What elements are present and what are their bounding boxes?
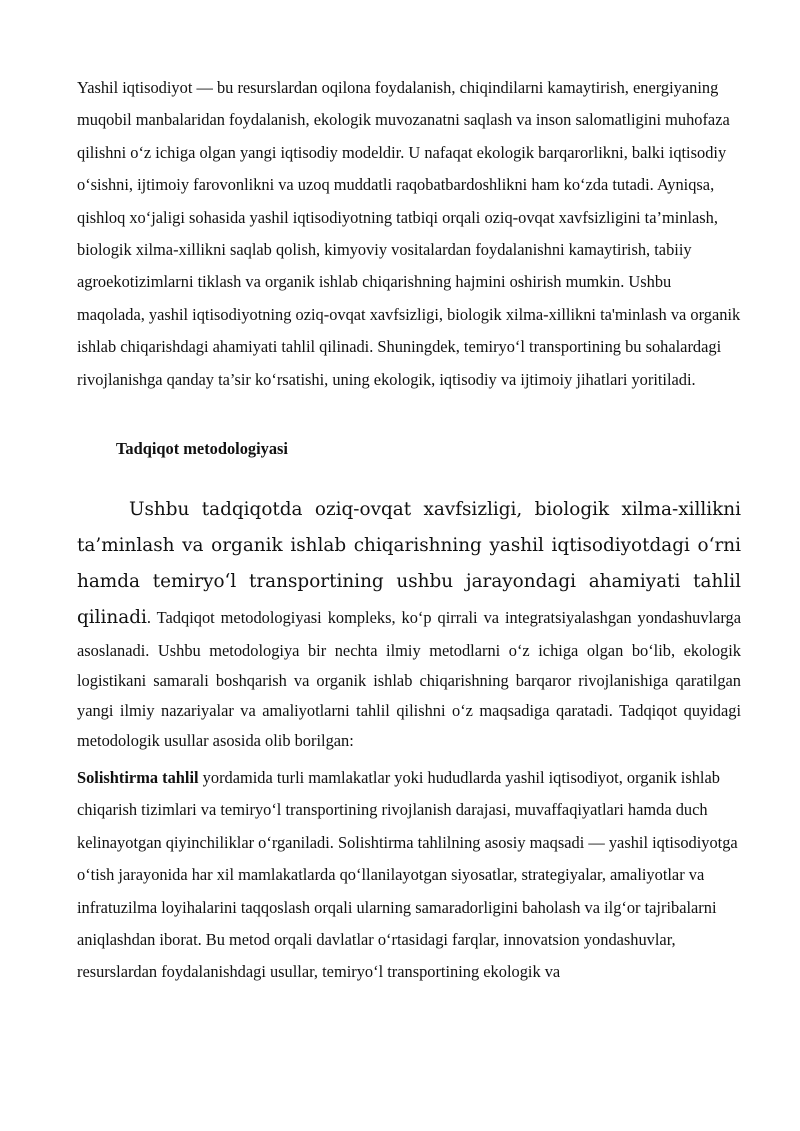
comparative-analysis-paragraph [77,762,741,989]
methodology-body-text: . Tadqiqot metodologiyasi kompleks, ko‘p qirrali va integratsiyalashgan yondashuvlarga asoslanadi. Ushbu metodologiya bir nechta ilmiy metodlarni o‘z ichiga olgan bo‘lib, ekologik logistikani samarali boshqarish va organik ishlab chiqarishning barqaror rivojlanishiga qaratilgan yangi ilmiy nazariyalar va amaliyotlarni tahlil qilishni o‘z maqsadiga qaratadi. Tadqiqot quyidagi metodologik usullar asosida olib borilgan: [77,608,741,750]
comparative-analysis-body: yordamida turli mamlakatlar yoki hududlarda yashil iqtisodiyot, organik ishlab chiqarish tizimlari va temiryo‘l transportining rivojlanish darajasi, muvaffaqiyatlari hamda duch kelinayotgan qiyinchiliklar o‘rganiladi. Solishtirma tahlilning asosiy maqsadi — yashil iqtisodiyotga o‘tish jarayonida har xil mamlakatlarda qo‘llanilayotgan siyosatlar, strategiyalar, amaliyotlar va infratuzilma loyihalarini taqqoslash orqali ularning samaradorligini baholash va ilg‘or tajribalarni aniqlashdan iborat. Bu metod orqali davlatlar o‘rtasidagi farqlar, innovatsion yondashuvlar, resurslardan foydalanishdagi usullar, temiryo‘l transportining ekologik va [77,768,738,982]
intro-paragraph: Yashil iqtisodiyot — bu resurslardan oqilona foydalanish, chiqindilarni kamaytirish, energiyaning muqobil manbalaridan foydalanish, ekologik muvozanatni saqlash va inson salomatligini muhofaza qilishni o‘z ichiga olgan yangi iqtisodiy modeldir. U nafaqat ekologik barqarorlikni, balki iqtisodiy o‘sishni, ijtimoiy farovonlikni va uzoq muddatli raqobatbardoshlikni ham ko‘zda tutadi. Ayniqsa, qishloq xo‘jaligi sohasida yashil iqtisodiyotning tatbiqi orqali oziq-ovqat xavfsizligini ta’minlash, biologik xilma-xillikni saqlab qolish, kimyoviy vositalardan foydalanishni kamaytirish, tabiiy agroekotizimlarni tiklash va organik ishlab chiqarishning hajmini oshirish mumkin. Ushbu maqolada, yashil iqtisodiyotning oziq-ovqat xavfsizligi, biologik xilma-xillikni ta'minlash va organik ishlab chiqarishdagi ahamiyati tahlil qilinadi. Shuningdek, temiryo‘l transportining bu sohalardagi rivojlanishga qanday ta’sir ko‘rsatishi, uning ekologik, iqtisodiy va ijtimoiy jihatlari yoritiladi. [77,78,741,389]
methodology-paragraph [77,492,741,756]
section-heading: Tadqiqot metodologiyasi [116,439,288,458]
methodology-lead-text: Ushbu tadqiqotda oziq-ovqat xavfsizligi, biologik xilma-xillikni ta’minlash va organik ishlab chiqarishning yashil iqtisodiyotdagi o‘rni hamda temiryo‘l transportining ushbu jarayondagi ahamiyati tahlil qilinadi [77,499,741,628]
comparative-analysis-term: Solishtirma tahlil [77,768,199,787]
